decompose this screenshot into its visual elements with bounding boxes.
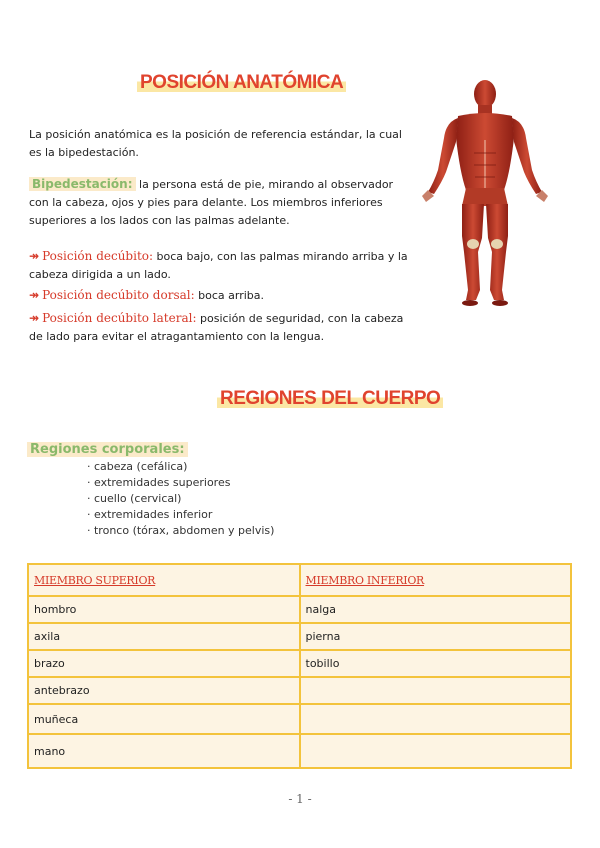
table-cell: nalga: [300, 596, 572, 623]
lateral-label: Posición decúbito lateral:: [42, 311, 197, 325]
table-cell: [300, 677, 572, 704]
table-row: [28, 650, 571, 677]
decubito-paragraph: [29, 247, 414, 284]
table-cell: tobillo: [300, 650, 572, 677]
dorsal-label: Posición decúbito dorsal:: [42, 288, 195, 302]
bipedestacion-text: la persona está de pie, mirando al observador con la cabeza, ojos y pies para delante. Los miembros inferiores superiores a los lados con las palmas adelante.: [29, 178, 394, 227]
table-row: [28, 596, 571, 623]
lateral-paragraph: [29, 309, 414, 346]
arrow-icon: ↠: [29, 311, 40, 325]
regions-list: [87, 459, 274, 539]
table-row: [28, 734, 571, 768]
anatomical-figure-image: [418, 78, 553, 308]
table-row: [28, 677, 571, 704]
table-cell: brazo: [28, 650, 300, 677]
table-cell: antebrazo: [28, 677, 300, 704]
page-number: - 1 -: [288, 792, 312, 806]
dorsal-paragraph: [29, 286, 414, 305]
list-item: · extremidades inferior: [87, 508, 213, 521]
table-row: [28, 704, 571, 734]
list-item: · extremidades superiores: [87, 476, 231, 489]
table-cell: pierna: [300, 623, 572, 650]
list-item: · cuello (cervical): [87, 492, 182, 505]
arrow-icon: ↠: [29, 249, 40, 263]
list-item: · tronco (tórax, abdomen y pelvis): [87, 524, 275, 537]
table-cell: axila: [28, 623, 300, 650]
section-title-regiones: REGIONES DEL CUERPO: [217, 388, 443, 409]
table-header-row: [28, 564, 571, 596]
table-header-cell: MIEMBRO SUPERIOR: [28, 564, 300, 596]
bipedestacion-paragraph: [29, 175, 414, 230]
body-regions-table: [27, 563, 572, 769]
bipedestacion-label: Bipedestación:: [29, 177, 136, 191]
intro-paragraph: La posición anatómica es la posición de referencia estándar, la cual es la bipedestación.: [29, 128, 402, 159]
section-title-posicion: POSICIÓN ANATÓMICA: [137, 72, 346, 93]
decubito-text: boca bajo, con las palmas mirando arriba y la cabeza dirigida a un lado.: [29, 250, 408, 281]
decubito-label: Posición decúbito:: [42, 249, 154, 263]
table-cell: [300, 704, 572, 734]
list-item: · cabeza (cefálica): [87, 460, 188, 473]
table-header-cell: MIEMBRO INFERIOR: [300, 564, 572, 596]
table-cell: muñeca: [28, 704, 300, 734]
lateral-text: posición de seguridad, con la cabeza de lado para evitar el atragantamiento con la lengua.: [29, 312, 404, 343]
regiones-subtitle: Regiones corporales:: [27, 442, 188, 457]
table-cell: [300, 734, 572, 768]
arrow-icon: ↠: [29, 288, 40, 302]
table-cell: hombro: [28, 596, 300, 623]
table-row: [28, 623, 571, 650]
table-cell: mano: [28, 734, 300, 768]
dorsal-text: boca arriba.: [198, 289, 265, 302]
